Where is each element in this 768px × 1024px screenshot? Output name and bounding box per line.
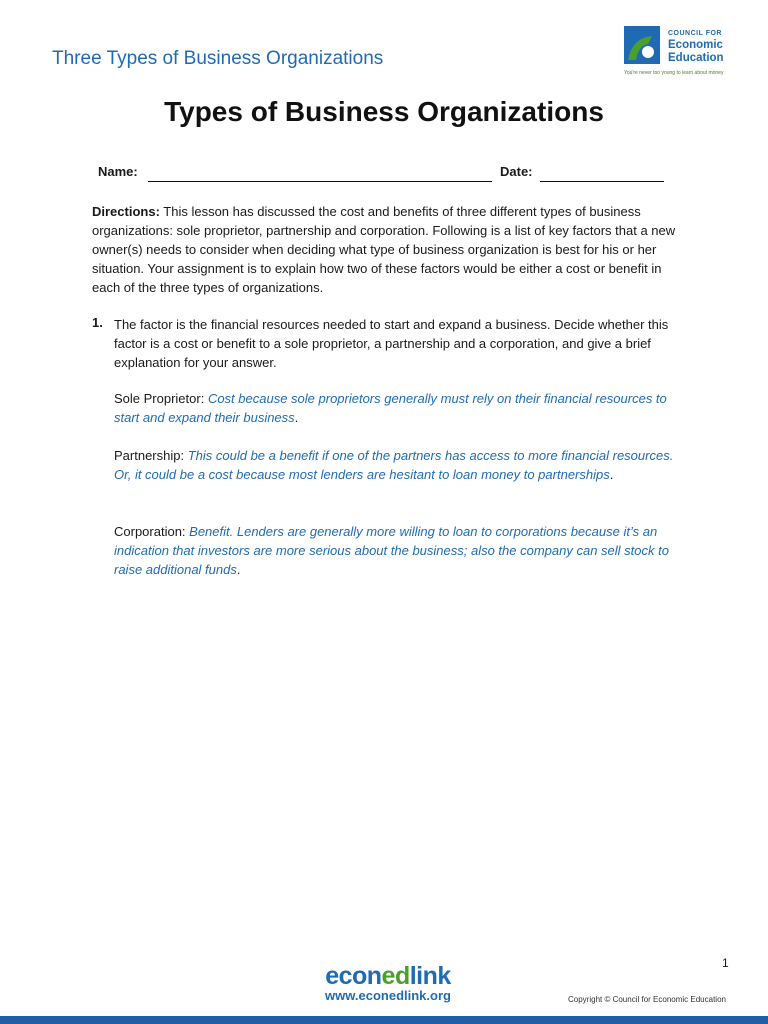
econedlink-brand: econedlink: [325, 962, 451, 990]
cee-logo-mark-icon: [622, 26, 662, 76]
answer-sole-proprietor: [114, 389, 679, 427]
logo-line-1: COUNCIL FOR: [668, 30, 722, 37]
name-label: Name:: [98, 164, 138, 179]
answer-period: .: [609, 467, 614, 482]
directions-text: This lesson has discussed the cost and benefits of three different types of business organizations: sole proprietor, partnership and corporation. Following is a list of key factors that a new owner(s) needs to consider when deciding what type of business organization is best for his or her situation. Your assignment is to explain how two of these factors would be either a cost or benefit in each of the three types of organizations.: [92, 204, 676, 295]
econedlink-url[interactable]: www.econedlink.org: [325, 988, 451, 1003]
econedlink-logo: [313, 962, 463, 1003]
footer-bar: [0, 1016, 768, 1024]
answer-label: Partnership:: [114, 448, 185, 463]
logo-line-2: Economic Education: [668, 39, 724, 64]
question-number: 1.: [92, 315, 103, 330]
answer-corporation: [114, 522, 679, 579]
document-title: Types of Business Organizations: [164, 96, 604, 127]
header-title: Three Types of Business Organizations: [52, 48, 384, 69]
page-number: 1: [722, 956, 729, 970]
answer-period: .: [236, 562, 241, 577]
date-field[interactable]: [540, 181, 664, 182]
directions-label: Directions:: [92, 204, 160, 219]
answer-partnership: [114, 446, 679, 484]
logo-tagline: You're never too young to learn about money: [624, 70, 724, 76]
directions-paragraph: [92, 202, 692, 297]
answer-text: Benefit. Lenders are generally more willing to loan to corporations because it’s an indication that investors are more serious about the business; also the company can sell stock to raise additional funds: [114, 524, 669, 577]
cee-logo: [622, 26, 732, 80]
question-text: The factor is the financial resources needed to start and expand a business. Decide whether this factor is a cost or benefit to a sole proprietor, a partnership and a corporation, and give a brief explanation for your answer.: [114, 317, 669, 370]
answer-period: .: [294, 410, 299, 425]
answer-text: This could be a benefit if one of the partners has access to more financial resources. Or, it could be a cost because most lenders are hesitant to loan money to partnerships: [114, 448, 674, 482]
answer-label: Corporation:: [114, 524, 186, 539]
answer-label: Sole Proprietor:: [114, 391, 205, 406]
answer-text: Cost because sole proprietors generally must rely on their financial resources to start and expand their business: [114, 391, 667, 425]
name-field[interactable]: [148, 181, 492, 182]
date-label: Date:: [500, 164, 533, 179]
copyright-text: Copyright © Council for Economic Education: [568, 995, 726, 1004]
